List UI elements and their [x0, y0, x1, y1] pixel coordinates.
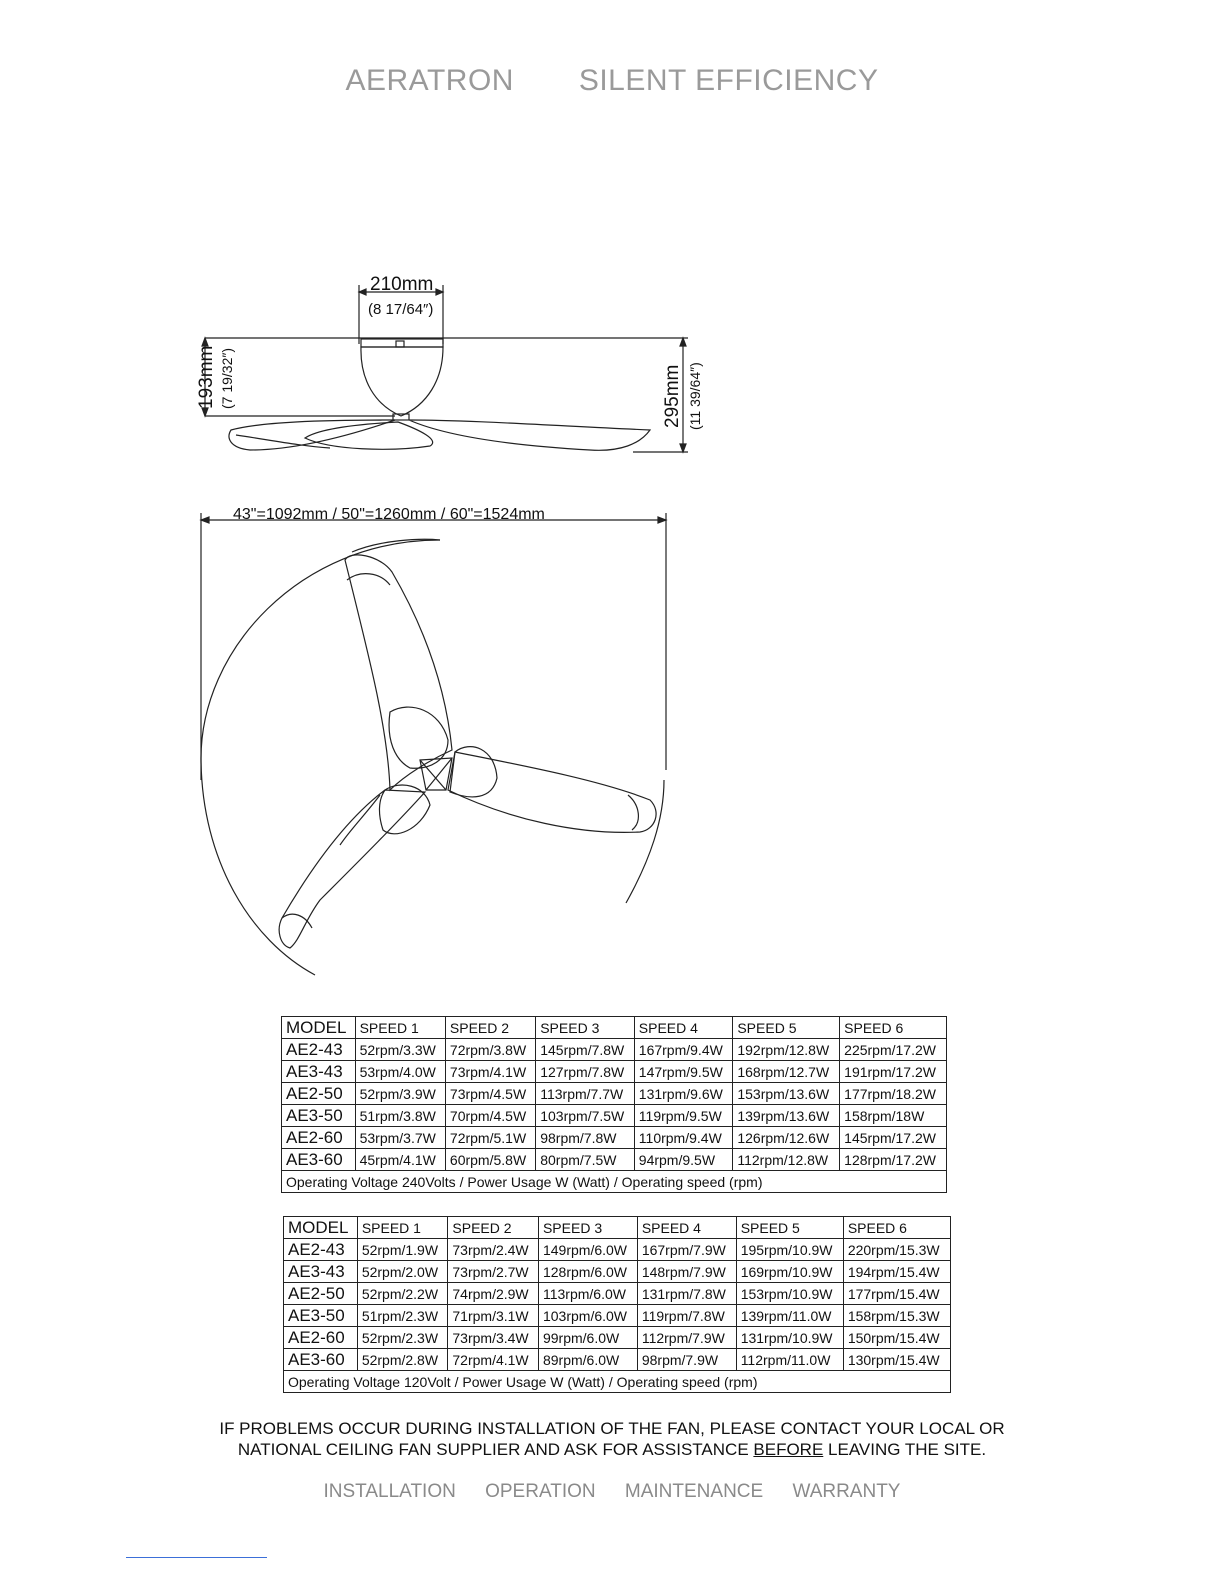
speed-cell: 98rpm/7.9W: [637, 1349, 736, 1371]
speed-cell: 73rpm/2.4W: [448, 1239, 539, 1261]
model-cell: AE3-60: [282, 1149, 356, 1171]
model-cell: AE3-50: [282, 1105, 356, 1127]
speed-cell: 148rpm/7.9W: [637, 1261, 736, 1283]
model-cell: AE3-43: [284, 1261, 358, 1283]
speed-cell: 73rpm/4.1W: [445, 1061, 535, 1083]
model-cell: AE2-43: [284, 1239, 358, 1261]
header-cell-speed: SPEED 1: [355, 1017, 445, 1039]
header-cell-speed: SPEED 2: [448, 1217, 539, 1239]
table-row: [282, 1083, 947, 1105]
model-cell: AE3-60: [284, 1349, 358, 1371]
speed-cell: 128rpm/6.0W: [538, 1261, 637, 1283]
speed-cell: 169rpm/10.9W: [736, 1261, 843, 1283]
speed-cell: 73rpm/4.5W: [445, 1083, 535, 1105]
speed-cell: 52rpm/1.9W: [357, 1239, 448, 1261]
footer-nav: [0, 1481, 1224, 1503]
speed-cell: 130rpm/15.4W: [843, 1349, 950, 1371]
speed-cell: 177rpm/15.4W: [843, 1283, 950, 1305]
speed-cell: 127rpm/7.8W: [536, 1061, 635, 1083]
table-note: Operating Voltage 240Volts / Power Usage W (Watt) / Operating speed (rpm): [282, 1171, 947, 1193]
model-cell: AE2-50: [282, 1083, 356, 1105]
header-cell-speed: SPEED 4: [634, 1017, 733, 1039]
speed-cell: 72rpm/5.1W: [445, 1127, 535, 1149]
table-header-row: [284, 1217, 951, 1239]
speed-cell: 51rpm/3.8W: [355, 1105, 445, 1127]
speed-cell: 52rpm/3.3W: [355, 1039, 445, 1061]
speed-cell: 113rpm/6.0W: [538, 1283, 637, 1305]
speed-cell: 167rpm/9.4W: [634, 1039, 733, 1061]
notice-line-2-end: LEAVING THE SITE.: [823, 1440, 987, 1459]
table-row: [282, 1061, 947, 1083]
spec-table-120v: [283, 1216, 951, 1393]
speed-cell: 128rpm/17.2W: [840, 1149, 947, 1171]
table-row: [284, 1239, 951, 1261]
speed-cell: 194rpm/15.4W: [843, 1261, 950, 1283]
speed-cell: 110rpm/9.4W: [634, 1127, 733, 1149]
speed-cell: 52rpm/2.0W: [357, 1261, 448, 1283]
speed-cell: 98rpm/7.8W: [536, 1127, 635, 1149]
speed-cell: 145rpm/7.8W: [536, 1039, 635, 1061]
speed-cell: 150rpm/15.4W: [843, 1327, 950, 1349]
speed-cell: 53rpm/4.0W: [355, 1061, 445, 1083]
brand-tagline: SILENT EFFICIENCY: [578, 64, 879, 97]
spec-table-240v: [281, 1016, 947, 1193]
footer-rule: [126, 1557, 267, 1558]
brand-name: AERATRON: [345, 64, 514, 97]
header-cell-speed: SPEED 1: [357, 1217, 448, 1239]
header-cell-speed: SPEED 5: [736, 1217, 843, 1239]
speed-cell: 89rpm/6.0W: [538, 1349, 637, 1371]
model-cell: AE2-43: [282, 1039, 356, 1061]
speed-cell: 74rpm/2.9W: [448, 1283, 539, 1305]
speed-cell: 52rpm/3.9W: [355, 1083, 445, 1105]
table-row: [284, 1305, 951, 1327]
speed-cell: 220rpm/15.3W: [843, 1239, 950, 1261]
notice-line-2-start: NATIONAL CEILING FAN SUPPLIER AND ASK FOR ASSISTANCE: [237, 1440, 754, 1459]
speed-cell: 153rpm/13.6W: [733, 1083, 840, 1105]
speed-cell: 149rpm/6.0W: [538, 1239, 637, 1261]
speed-cell: 72rpm/3.8W: [445, 1039, 535, 1061]
speed-cell: 52rpm/2.2W: [357, 1283, 448, 1305]
speed-cell: 119rpm/9.5W: [634, 1105, 733, 1127]
notice-line-2: [0, 1439, 1224, 1460]
model-cell: AE2-50: [284, 1283, 358, 1305]
speed-cell: 71rpm/3.1W: [448, 1305, 539, 1327]
height-body-imperial-label: (7 19/32″): [219, 348, 235, 409]
speed-cell: 158rpm/15.3W: [843, 1305, 950, 1327]
speed-cell: 131rpm/7.8W: [637, 1283, 736, 1305]
speed-cell: 225rpm/17.2W: [840, 1039, 947, 1061]
speed-cell: 139rpm/11.0W: [736, 1305, 843, 1327]
table-row: [282, 1105, 947, 1127]
speed-cell: 167rpm/7.9W: [637, 1239, 736, 1261]
header-cell-speed: SPEED 5: [733, 1017, 840, 1039]
speed-cell: 145rpm/17.2W: [840, 1127, 947, 1149]
speed-cell: 177rpm/18.2W: [840, 1083, 947, 1105]
speed-cell: 45rpm/4.1W: [355, 1149, 445, 1171]
speed-cell: 52rpm/2.8W: [357, 1349, 448, 1371]
header-cell-speed: SPEED 6: [843, 1217, 950, 1239]
speed-cell: 126rpm/12.6W: [733, 1127, 840, 1149]
speed-cell: 99rpm/6.0W: [538, 1327, 637, 1349]
footer-item-maintenance: MAINTENANCE: [624, 1481, 764, 1502]
model-cell: AE3-50: [284, 1305, 358, 1327]
diameter-label: 43"=1092mm / 50"=1260mm / 60"=1524mm: [233, 506, 545, 523]
model-cell: AE2-60: [282, 1127, 356, 1149]
speed-cell: 112rpm/12.8W: [733, 1149, 840, 1171]
speed-cell: 51rpm/2.3W: [357, 1305, 448, 1327]
speed-cell: 70rpm/4.5W: [445, 1105, 535, 1127]
speed-cell: 53rpm/3.7W: [355, 1127, 445, 1149]
header-cell-speed: SPEED 3: [538, 1217, 637, 1239]
table-row: [284, 1327, 951, 1349]
speed-cell: 119rpm/7.8W: [637, 1305, 736, 1327]
notice-emphasis: BEFORE: [753, 1440, 824, 1459]
speed-cell: 131rpm/9.6W: [634, 1083, 733, 1105]
speed-cell: 153rpm/10.9W: [736, 1283, 843, 1305]
speed-cell: 73rpm/2.7W: [448, 1261, 539, 1283]
width-top-imperial-label: (8 17/64″): [368, 301, 434, 318]
speed-cell: 103rpm/7.5W: [536, 1105, 635, 1127]
width-top-label: 210mm: [370, 274, 434, 295]
installation-notice: [0, 1418, 1224, 1460]
table-note: Operating Voltage 120Volt / Power Usage W (Watt) / Operating speed (rpm): [284, 1371, 951, 1393]
table-row: [282, 1149, 947, 1171]
speed-cell: 112rpm/11.0W: [736, 1349, 843, 1371]
speed-cell: 73rpm/3.4W: [448, 1327, 539, 1349]
speed-cell: 158rpm/18W: [840, 1105, 947, 1127]
footer-item-installation: INSTALLATION: [323, 1481, 456, 1502]
speed-cell: 147rpm/9.5W: [634, 1061, 733, 1083]
speed-cell: 60rpm/5.8W: [445, 1149, 535, 1171]
speed-cell: 80rpm/7.5W: [536, 1149, 635, 1171]
table-row: [284, 1283, 951, 1305]
speed-cell: 192rpm/12.8W: [733, 1039, 840, 1061]
speed-cell: 72rpm/4.1W: [448, 1349, 539, 1371]
footer-item-operation: OPERATION: [485, 1481, 596, 1502]
table-row: [284, 1261, 951, 1283]
table-row: [282, 1127, 947, 1149]
model-cell: AE2-60: [284, 1327, 358, 1349]
speed-cell: 195rpm/10.9W: [736, 1239, 843, 1261]
table-row: [284, 1349, 951, 1371]
speed-cell: 52rpm/2.3W: [357, 1327, 448, 1349]
speed-cell: 139rpm/13.6W: [733, 1105, 840, 1127]
height-total-label: 295mm: [662, 364, 683, 428]
speed-cell: 103rpm/6.0W: [538, 1305, 637, 1327]
speed-cell: 168rpm/12.7W: [733, 1061, 840, 1083]
speed-cell: 131rpm/10.9W: [736, 1327, 843, 1349]
speed-cell: 113rpm/7.7W: [536, 1083, 635, 1105]
header-cell-speed: SPEED 6: [840, 1017, 947, 1039]
speed-cell: 112rpm/7.9W: [637, 1327, 736, 1349]
table-header-row: [282, 1017, 947, 1039]
speed-cell: 191rpm/17.2W: [840, 1061, 947, 1083]
footer-item-warranty: WARRANTY: [792, 1481, 901, 1502]
table-note-row: [282, 1171, 947, 1193]
table-note-row: [284, 1371, 951, 1393]
notice-line-1: IF PROBLEMS OCCUR DURING INSTALLATION OF THE FAN, PLEASE CONTACT YOUR LOCAL OR: [219, 1419, 1005, 1438]
header-cell-speed: SPEED 3: [536, 1017, 635, 1039]
table-row: [282, 1039, 947, 1061]
header-cell-model: MODEL: [284, 1217, 358, 1239]
header-cell-speed: SPEED 2: [445, 1017, 535, 1039]
height-body-label: 193mm: [196, 345, 217, 409]
height-total-imperial-label: (11 39/64″): [687, 362, 703, 430]
speed-cell: 94rpm/9.5W: [634, 1149, 733, 1171]
header-cell-speed: SPEED 4: [637, 1217, 736, 1239]
model-cell: AE3-43: [282, 1061, 356, 1083]
header-cell-model: MODEL: [282, 1017, 356, 1039]
